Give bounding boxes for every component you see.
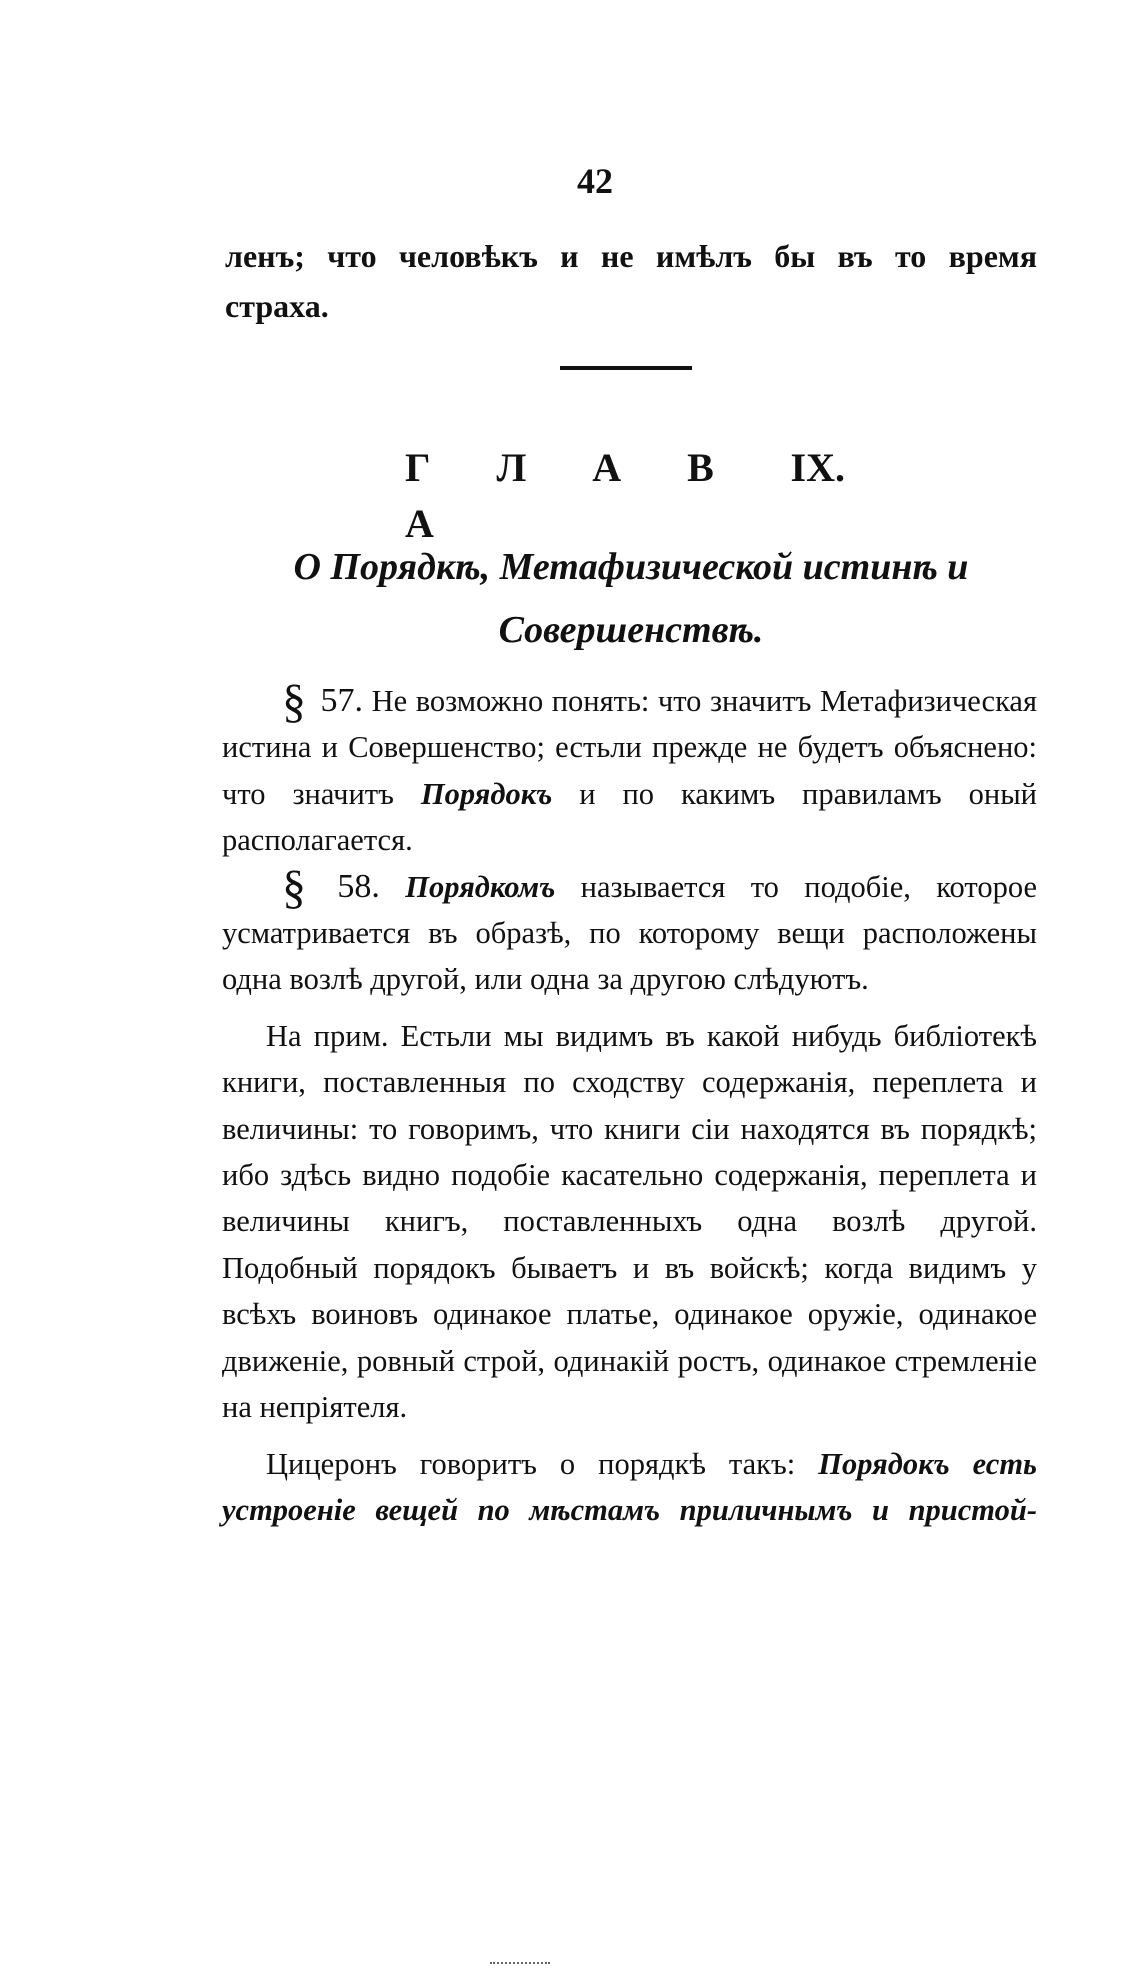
paragraph-text: и по какимъ правиламъ оный располагается. [222,776,1038,858]
defined-term: Порядкомъ [405,869,556,904]
section-sign: § [282,860,306,914]
section-sign: § [282,675,306,728]
paragraph-text: называется то подобіе, которое усматривается въ образѣ, по которому вещи расположены одна возлѣ другой, или одна за другою слѣдуютъ. [222,869,1037,997]
quotation: Порядокъ есть устроеніе вещей по мѣстамъ приличнымъ и пристой- [222,1446,1037,1527]
section-number: 57. [320,682,364,719]
paragraph-57 [222,675,1038,864]
paragraph-58 [222,860,1037,1003]
subtitle-line-1: О Порядкѣ, Метафизической истинѣ и [293,546,969,588]
section-number: 58. [337,867,380,905]
continuation-line-end: страха. [225,288,329,324]
chapter-subtitle [225,536,1037,662]
page-number: 42 [577,161,613,201]
defined-term: Порядокъ [420,776,553,811]
footer-mark [490,1962,550,1966]
subtitle-line-2: Совершенствѣ. [498,609,764,651]
section-divider [560,366,692,370]
paragraph-cicero [222,1441,1037,1534]
chapter-label: Г Л А В А [405,445,742,546]
continuation-line: ленъ; что человѣкъ и не имѣлъ бы въ то время [225,238,1037,274]
chapter-numeral: IX. [790,445,845,490]
paragraph-example: На прим. Естьли мы видимъ въ какой нибудь библіотекѣ книги, поставленныя по сходству содержанія, переплета и величины: то говоримъ, что книги сіи находятся въ порядкѣ; ибо здѣсь видно подобіе касательно содержанія, переплета и величины книгъ, поставленныхъ одна возлѣ другой. Подобный порядокъ бываетъ и въ войскѣ; когда видимъ у всѣхъ воиновъ одинакое платье, одинакое оружіе, одинакое движеніе, ровный строй, одинакій ростъ, одинакое стремленіе на непріятеля. [222,1018,1037,1425]
paragraph-text: Цицеронъ говоритъ о порядкѣ такъ: [266,1446,796,1481]
paragraph-text: Не возможно понять: что значитъ Метафизическая истина и Совершенство; естьли прежде не будетъ объяснено: что значитъ [222,684,1037,811]
body-text [222,675,1038,1533]
